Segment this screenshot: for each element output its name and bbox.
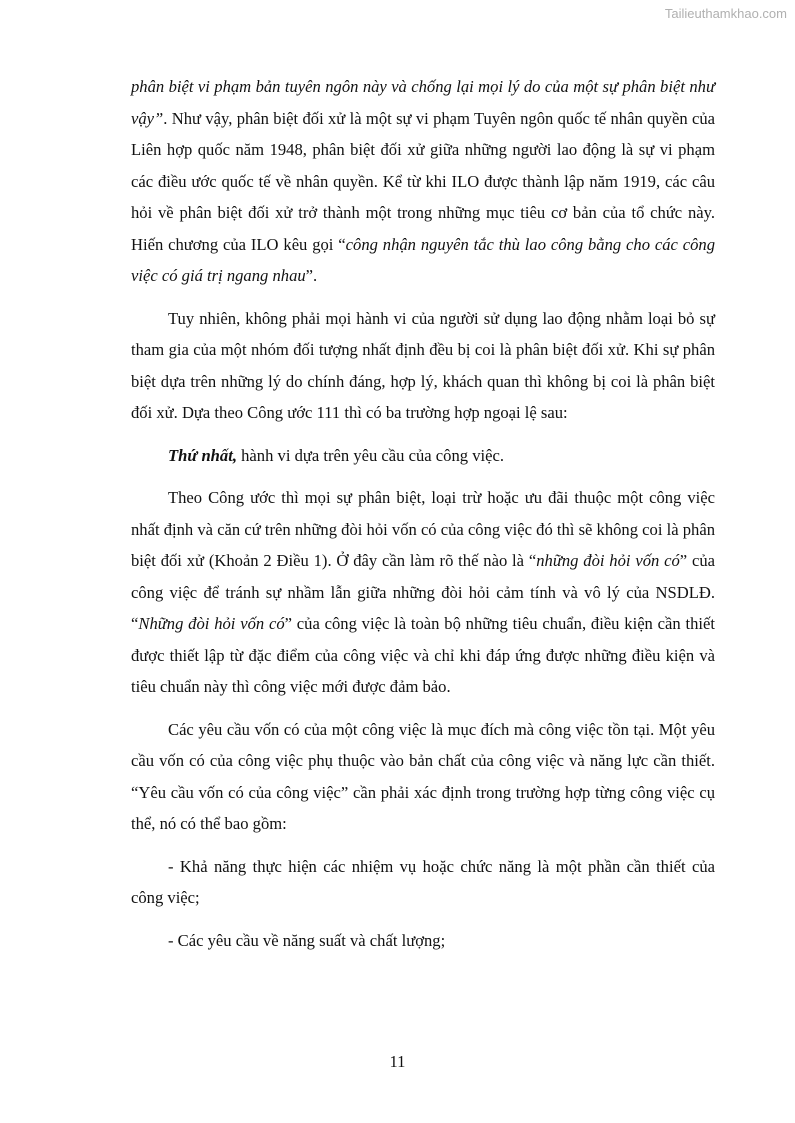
text-run: - Các yêu cầu về năng suất và chất lượng; [168,930,446,950]
text-run: Các yêu cầu vốn có của một công việc là mục đích mà công việc tồn tại. Một yêu cầu vốn có của công việc phụ thuộc vào bản chất của công việc và năng lực cần thiết. “Yêu cầu vốn có của công việc” cần phải xác định trong trường hợp từng công việc cụ thể, nó có thể bao gồm: [131,719,715,833]
text-run: ”. [305,266,318,285]
text-run: Thứ nhất, [168,445,237,465]
text-run: ” của công việc là toàn bộ những tiêu chuẩn, điều kiện cần thiết được thiết lập từ đặc điểm của công việc và chỉ khi đáp ứng được những điều kiện và tiêu chuẩn này thì công việc mới được đảm bảo. [131,614,715,696]
text-run: hành vi dựa trên yêu cầu của công việc. [236,445,504,465]
text-run: phân biệt vi phạm bản tuyên ngôn này và chống lại mọi lý do của một sự phân biệt như vậy” [131,77,715,128]
text-run: những đòi hỏi vốn có [536,551,680,570]
paragraph-3 [131,440,715,472]
text-run: Tuy nhiên, không phải mọi hành vi của người sử dụng lao động nhằm loại bỏ sự tham gia của một nhóm đối tượng nhất định đều bị coi là phân biệt đối xử. Khi sự phân biệt dựa trên những lý do chính đáng, hợp lý, khách quan thì không bị coi là phân biệt đối xử. Dựa theo Công ước 111 thì có ba trường hợp ngoại lệ sau: [131,308,715,422]
text-run: ” của công việc để tránh sự nhầm lẫn giữa những đòi hỏi cảm tính và vô lý của NSDLĐ. “ [131,551,715,633]
watermark: Tailieuthamkhao.com [664,6,787,21]
text-run: . Như vậy, phân biệt đối xử là một sự vi phạm Tuyên ngôn quốc tế nhân quyền của Liên hợp quốc năm 1948, phân biệt đối xử giữa những người lao động là sự vi phạm các điều ước quốc tế về nhân quyền. Kể từ khi ILO được thành lập năm 1919, các câu hỏi về phân biệt đối xử trở thành một trong những mục tiêu cơ bản của tổ chức này. Hiến chương của ILO kêu gọi “ [131,108,715,254]
paragraph-1 [131,71,715,292]
paragraph-2 [131,303,715,429]
text-run: Theo Công ước thì mọi sự phân biệt, loại trừ hoặc ưu đãi thuộc một công việc nhất định và căn cứ trên những đòi hỏi vốn có của công việc đó thì sẽ không coi là phân biệt đối xử (Khoản 2 Điều 1). Ở đây cần làm rõ thế nào là “ [131,488,715,570]
paragraph-6 [131,851,715,914]
paragraph-5 [131,714,715,840]
document-body [131,71,715,967]
paragraph-7 [131,925,715,957]
text-run: Những đòi hỏi vốn có [138,614,285,633]
text-run: - Khả năng thực hiện các nhiệm vụ hoặc chức năng là một phần cần thiết của công việc; [131,856,715,907]
text-run: công nhận nguyên tắc thù lao công bằng cho các công việc có giá trị ngang nhau [131,234,715,285]
text-run [168,446,237,465]
page-number: 11 [389,1052,406,1071]
paragraph-4 [131,482,715,703]
